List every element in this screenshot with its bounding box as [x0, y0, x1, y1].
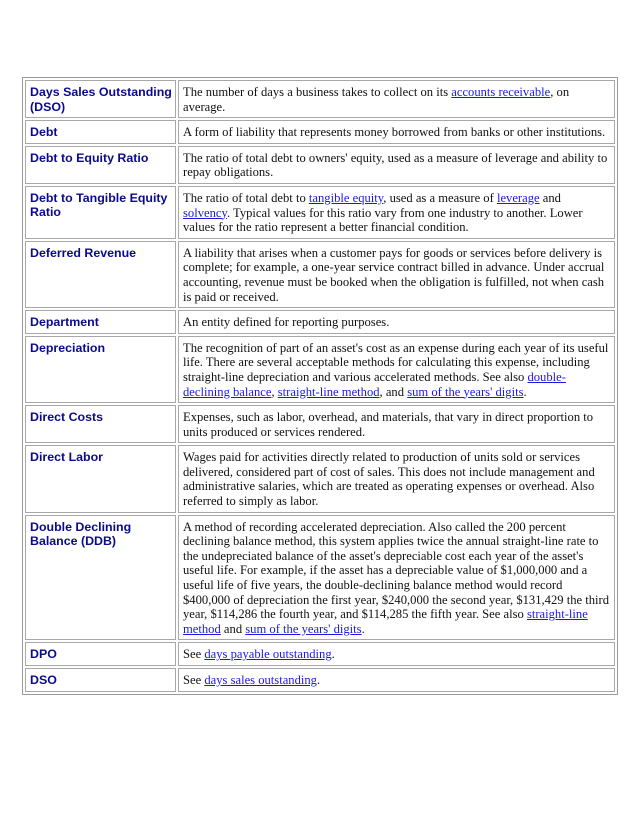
definition-text: The number of days a business takes to collect on its	[183, 85, 452, 99]
definition-text: The ratio of total debt to owners' equity, used as a measure of leverage and ability to repay obligations.	[183, 150, 608, 180]
glossary-term: DPO	[25, 642, 176, 666]
definition-text: A liability that arises when a customer pays for goods or services before delivery is complete; for example, a one-year service contract billed in advance. Under accrual accounting, revenue must be booked when the obligation is fulfilled, not when cash is paid or received.	[183, 245, 605, 304]
glossary-row	[25, 668, 615, 692]
glossary-link[interactable]: days sales outstanding	[204, 673, 317, 687]
definition-text: See	[183, 673, 205, 687]
glossary-row	[25, 146, 615, 184]
definition-text: .	[316, 673, 321, 687]
glossary-row	[25, 515, 615, 641]
glossary-link[interactable]: double-declining balance	[183, 369, 566, 399]
glossary-term: Department	[25, 310, 176, 334]
definition-text: A form of liability that represents money borrowed from banks or other institutions.	[183, 125, 606, 140]
definition-text: . Typical values for this ratio vary from one industry to another. Lower values for the ratio represent a better financial condition.	[183, 205, 583, 235]
glossary-definition	[178, 310, 615, 334]
glossary-link[interactable]: accounts receivable	[451, 85, 551, 99]
glossary-row	[25, 241, 615, 308]
glossary-row	[25, 310, 615, 334]
glossary-link[interactable]: solvency	[183, 205, 227, 220]
definition-text: and	[539, 190, 561, 205]
glossary-row	[25, 336, 615, 403]
glossary-definition	[178, 241, 615, 308]
glossary-link[interactable]: sum of the years' digits	[407, 384, 524, 399]
definition-text: See	[183, 647, 205, 662]
glossary-link[interactable]: tangible equity	[308, 190, 384, 205]
glossary-definition	[178, 336, 615, 403]
glossary-definition	[178, 405, 615, 443]
glossary-term: Depreciation	[25, 336, 176, 403]
definition-text: .	[523, 384, 527, 399]
glossary-row	[25, 120, 615, 144]
glossary-definition	[178, 186, 615, 239]
glossary-definition	[178, 668, 615, 692]
glossary-term: Debt to Tangible Equity Ratio	[25, 186, 176, 239]
glossary-term: Debt to Equity Ratio	[25, 146, 176, 184]
definition-text: The ratio of total debt to	[183, 190, 309, 205]
glossary-body	[25, 80, 615, 692]
glossary-row	[25, 186, 615, 239]
definition-text: .	[331, 647, 335, 662]
glossary-link[interactable]: leverage	[496, 190, 540, 205]
definition-text: Wages paid for activities directly related to production of units sold or services delivered, considered part of cost of sales. This does not include management and administrative salaries, which are treated as operating expenses or overhead. Also referred to simply as labor.	[183, 450, 595, 509]
glossary-term: Double Declining Balance (DDB)	[25, 515, 176, 641]
glossary-term: Direct Labor	[25, 445, 176, 512]
glossary-definition	[178, 515, 615, 641]
definition-text: The recognition of part of an asset's cost as an expense during each year of its useful life. There are several acceptable methods for calculating this expense, including straight-line depreciation and various accelerated methods. See also	[183, 340, 609, 384]
glossary-term: Days Sales Outstanding (DSO)	[25, 80, 176, 118]
glossary-term: DSO	[25, 668, 176, 692]
definition-text: ,	[271, 384, 278, 399]
glossary-row	[25, 80, 615, 118]
glossary-link[interactable]: straight-line method	[183, 607, 588, 636]
glossary-link[interactable]: sum of the years' digits	[245, 621, 362, 636]
definition-text: , used as a measure of	[383, 190, 497, 205]
glossary-definition	[178, 642, 615, 666]
glossary-definition	[178, 146, 615, 184]
glossary-table	[22, 77, 618, 695]
definition-text: , and	[379, 384, 408, 399]
glossary-definition	[178, 120, 615, 144]
glossary-term: Deferred Revenue	[25, 241, 176, 308]
definition-text: An entity defined for reporting purposes.	[183, 315, 390, 330]
glossary-definition	[178, 445, 615, 512]
glossary-row	[25, 405, 615, 443]
definition-text: Expenses, such as labor, overhead, and materials, that vary in direct proportion to units produced or services rendered.	[183, 410, 594, 439]
glossary-link[interactable]: days payable outstanding	[204, 647, 332, 662]
definition-text: , on average.	[183, 85, 570, 114]
glossary-link[interactable]: straight-line method	[277, 384, 380, 399]
glossary-term: Debt	[25, 120, 176, 144]
definition-text: .	[361, 621, 365, 636]
glossary-definition	[178, 80, 615, 118]
glossary-row	[25, 445, 615, 512]
glossary-row	[25, 642, 615, 666]
definition-text: A method of recording accelerated depreciation. Also called the 200 percent declining balance method, this system applies twice the annual straight-line rate to the undepreciated balance of the asset's depreciable cost each year of the asset's useful life. For example, if the asset has a depreciable value of $1,000,000 and a useful life of five years, the double-declining balance method would record $400,000 of depreciation the first year, $240,000 the second year, $131,429 the third year, $114,286 the fourth year, and $114,285 the fifth year. See also	[183, 519, 610, 622]
definition-text: and	[220, 621, 246, 636]
glossary-term: Direct Costs	[25, 405, 176, 443]
